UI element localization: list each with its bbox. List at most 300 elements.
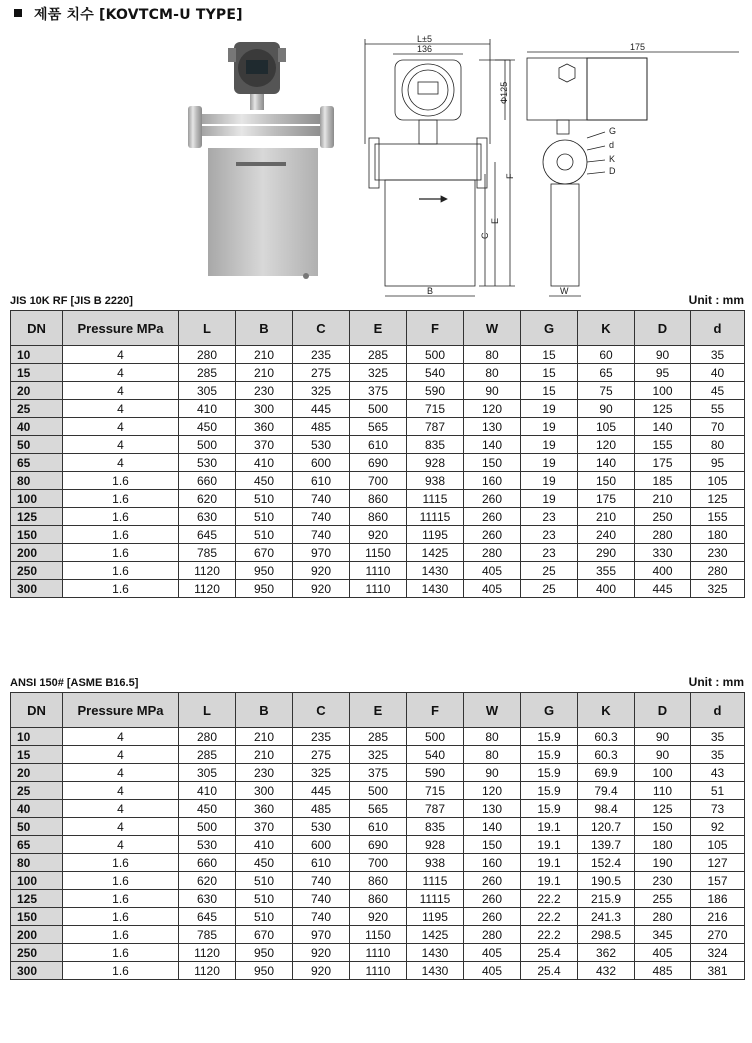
table-cell: 19.1 bbox=[521, 854, 578, 872]
table-cell: 51 bbox=[691, 782, 745, 800]
table-cell: 60.3 bbox=[578, 746, 635, 764]
table-cell: 500 bbox=[407, 728, 464, 746]
table-cell: 4 bbox=[63, 454, 179, 472]
page-title bbox=[14, 4, 243, 24]
table-row bbox=[11, 764, 745, 782]
table-cell: 445 bbox=[635, 580, 691, 598]
table-cell: 450 bbox=[236, 854, 293, 872]
table-cell: 400 bbox=[635, 562, 691, 580]
table-row bbox=[11, 580, 745, 598]
table-cell: 45 bbox=[691, 382, 745, 400]
table-cell: 565 bbox=[350, 418, 407, 436]
table-cell: 920 bbox=[293, 580, 350, 598]
table-cell: 80 bbox=[464, 364, 521, 382]
table-cell: 280 bbox=[464, 926, 521, 944]
table-cell: 90 bbox=[464, 382, 521, 400]
table-cell: 920 bbox=[293, 944, 350, 962]
table-cell: 15.9 bbox=[521, 746, 578, 764]
table-cell: 740 bbox=[293, 908, 350, 926]
table-cell: 255 bbox=[635, 890, 691, 908]
table-cell: 1.6 bbox=[63, 926, 179, 944]
table-cell: 19.1 bbox=[521, 818, 578, 836]
table-cell: 645 bbox=[179, 908, 236, 926]
table-cell: 120.7 bbox=[578, 818, 635, 836]
table-cell: 950 bbox=[236, 944, 293, 962]
table-cell: 1195 bbox=[407, 908, 464, 926]
table-cell: 100 bbox=[635, 382, 691, 400]
table-cell: 190 bbox=[635, 854, 691, 872]
table-cell: 530 bbox=[179, 836, 236, 854]
table-cell: 1.6 bbox=[63, 508, 179, 526]
table-cell: 260 bbox=[464, 508, 521, 526]
table-cell: 70 bbox=[691, 418, 745, 436]
table-cell: 22.2 bbox=[521, 890, 578, 908]
table-row bbox=[11, 436, 745, 454]
table-row bbox=[11, 962, 745, 980]
table-cell: 1110 bbox=[350, 562, 407, 580]
table-cell: 1120 bbox=[179, 562, 236, 580]
table-cell: 645 bbox=[179, 526, 236, 544]
column-header: DN bbox=[11, 693, 63, 728]
table-cell: 1.6 bbox=[63, 490, 179, 508]
table-cell: 22.2 bbox=[521, 908, 578, 926]
table-cell: 330 bbox=[635, 544, 691, 562]
table-cell: 540 bbox=[407, 364, 464, 382]
table-cell: 715 bbox=[407, 782, 464, 800]
table-row bbox=[11, 562, 745, 580]
table-cell: 620 bbox=[179, 872, 236, 890]
table-cell: 510 bbox=[236, 508, 293, 526]
table-cell: 80 bbox=[464, 346, 521, 364]
table-cell: 355 bbox=[578, 562, 635, 580]
table-cell: 210 bbox=[578, 508, 635, 526]
table-cell: 1430 bbox=[407, 944, 464, 962]
dn-cell: 40 bbox=[11, 800, 63, 818]
table-cell: 80 bbox=[464, 746, 521, 764]
table-cell: 450 bbox=[179, 800, 236, 818]
table-cell: 4 bbox=[63, 728, 179, 746]
dn-cell: 250 bbox=[11, 562, 63, 580]
table-cell: 60.3 bbox=[578, 728, 635, 746]
dn-cell: 20 bbox=[11, 764, 63, 782]
table-cell: 1115 bbox=[407, 872, 464, 890]
table-cell: 670 bbox=[236, 926, 293, 944]
table-cell: 155 bbox=[635, 436, 691, 454]
table-cell: 928 bbox=[407, 454, 464, 472]
table-row bbox=[11, 364, 745, 382]
table-cell: 928 bbox=[407, 836, 464, 854]
table-cell: 270 bbox=[691, 926, 745, 944]
table-cell: 4 bbox=[63, 382, 179, 400]
table-cell: 155 bbox=[691, 508, 745, 526]
table-cell: 90 bbox=[578, 400, 635, 418]
table-cell: 410 bbox=[236, 454, 293, 472]
table-cell: 241.3 bbox=[578, 908, 635, 926]
table-cell: 485 bbox=[293, 800, 350, 818]
table-cell: 25 bbox=[521, 562, 578, 580]
dn-cell: 100 bbox=[11, 872, 63, 890]
table-cell: 1.6 bbox=[63, 908, 179, 926]
column-header: Pressure MPa bbox=[63, 693, 179, 728]
table-cell: 140 bbox=[464, 818, 521, 836]
label-k: K bbox=[609, 154, 616, 164]
table-cell: 60 bbox=[578, 346, 635, 364]
table-cell: 540 bbox=[407, 746, 464, 764]
table-cell: 835 bbox=[407, 818, 464, 836]
table-cell: 432 bbox=[578, 962, 635, 980]
label-w: W bbox=[560, 286, 569, 296]
table-cell: 300 bbox=[236, 782, 293, 800]
table-cell: 300 bbox=[236, 400, 293, 418]
column-header: G bbox=[521, 311, 578, 346]
table-cell: 787 bbox=[407, 800, 464, 818]
column-header: G bbox=[521, 693, 578, 728]
column-header: D bbox=[635, 311, 691, 346]
dn-cell: 15 bbox=[11, 746, 63, 764]
table-cell: 210 bbox=[236, 746, 293, 764]
table-cell: 360 bbox=[236, 800, 293, 818]
table-cell: 325 bbox=[350, 746, 407, 764]
table-cell: 150 bbox=[635, 818, 691, 836]
table-cell: 1.6 bbox=[63, 872, 179, 890]
table-cell: 35 bbox=[691, 346, 745, 364]
table-cell: 600 bbox=[293, 454, 350, 472]
table-cell: 405 bbox=[464, 562, 521, 580]
table-cell: 19 bbox=[521, 400, 578, 418]
table-cell: 740 bbox=[293, 526, 350, 544]
table-cell: 180 bbox=[691, 526, 745, 544]
table-cell: 920 bbox=[350, 526, 407, 544]
table-cell: 250 bbox=[635, 508, 691, 526]
column-header: d bbox=[691, 693, 745, 728]
dn-cell: 300 bbox=[11, 962, 63, 980]
table-cell: 69.9 bbox=[578, 764, 635, 782]
table-cell: 1430 bbox=[407, 562, 464, 580]
table-cell: 80 bbox=[464, 728, 521, 746]
dn-cell: 300 bbox=[11, 580, 63, 598]
label-d-small: d bbox=[609, 140, 615, 150]
table-cell: 260 bbox=[464, 890, 521, 908]
table-cell: 210 bbox=[236, 364, 293, 382]
table-cell: 11115 bbox=[407, 890, 464, 908]
dn-cell: 150 bbox=[11, 908, 63, 926]
table-cell: 25.4 bbox=[521, 944, 578, 962]
table-row bbox=[11, 418, 745, 436]
table-cell: 1.6 bbox=[63, 472, 179, 490]
dn-cell: 125 bbox=[11, 508, 63, 526]
table-row bbox=[11, 818, 745, 836]
table-cell: 15 bbox=[521, 364, 578, 382]
table-cell: 216 bbox=[691, 908, 745, 926]
table-cell: 1120 bbox=[179, 944, 236, 962]
table-row bbox=[11, 926, 745, 944]
table-cell: 4 bbox=[63, 364, 179, 382]
table-cell: 860 bbox=[350, 872, 407, 890]
table-cell: 360 bbox=[236, 418, 293, 436]
table-cell: 345 bbox=[635, 926, 691, 944]
dn-cell: 200 bbox=[11, 926, 63, 944]
table-row bbox=[11, 836, 745, 854]
table-cell: 740 bbox=[293, 872, 350, 890]
table-cell: 15.9 bbox=[521, 800, 578, 818]
table-cell: 1.6 bbox=[63, 526, 179, 544]
column-header: F bbox=[407, 311, 464, 346]
table-cell: 285 bbox=[179, 746, 236, 764]
table-cell: 1.6 bbox=[63, 854, 179, 872]
table-cell: 19 bbox=[521, 490, 578, 508]
column-header: L bbox=[179, 693, 236, 728]
table-row bbox=[11, 890, 745, 908]
table-cell: 280 bbox=[179, 728, 236, 746]
table-cell: 140 bbox=[635, 418, 691, 436]
page-title-text: 제품 치수 [KOVTCM-U TYPE] bbox=[34, 7, 243, 23]
table-cell: 530 bbox=[293, 818, 350, 836]
table-cell: 610 bbox=[293, 472, 350, 490]
table-cell: 1430 bbox=[407, 580, 464, 598]
table-cell: 275 bbox=[293, 364, 350, 382]
table-cell: 970 bbox=[293, 544, 350, 562]
table-row bbox=[11, 746, 745, 764]
table-cell: 120 bbox=[464, 400, 521, 418]
column-header: E bbox=[350, 311, 407, 346]
label-g: G bbox=[609, 126, 617, 136]
table-cell: 740 bbox=[293, 890, 350, 908]
dn-cell: 80 bbox=[11, 472, 63, 490]
table-cell: 1150 bbox=[350, 544, 407, 562]
table-cell: 280 bbox=[464, 544, 521, 562]
table-row bbox=[11, 782, 745, 800]
table-cell: 785 bbox=[179, 544, 236, 562]
column-header: K bbox=[578, 311, 635, 346]
table-cell: 140 bbox=[578, 454, 635, 472]
column-header: K bbox=[578, 693, 635, 728]
table-cell: 4 bbox=[63, 800, 179, 818]
label-d-large: D bbox=[609, 166, 616, 176]
table-cell: 405 bbox=[464, 580, 521, 598]
dn-cell: 25 bbox=[11, 782, 63, 800]
table-cell: 125 bbox=[635, 400, 691, 418]
table-cell: 1195 bbox=[407, 526, 464, 544]
table-cell: 1110 bbox=[350, 580, 407, 598]
table-cell: 860 bbox=[350, 490, 407, 508]
table-cell: 590 bbox=[407, 764, 464, 782]
table-cell: 100 bbox=[635, 764, 691, 782]
column-header: d bbox=[691, 311, 745, 346]
table-row bbox=[11, 854, 745, 872]
column-header: W bbox=[464, 311, 521, 346]
table-cell: 1110 bbox=[350, 944, 407, 962]
table-cell: 4 bbox=[63, 782, 179, 800]
table-cell: 1.6 bbox=[63, 944, 179, 962]
dn-cell: 15 bbox=[11, 364, 63, 382]
table-cell: 260 bbox=[464, 908, 521, 926]
table-cell: 120 bbox=[578, 436, 635, 454]
table-cell: 40 bbox=[691, 364, 745, 382]
table-cell: 530 bbox=[179, 454, 236, 472]
table-cell: 630 bbox=[179, 890, 236, 908]
table-cell: 700 bbox=[350, 472, 407, 490]
table-cell: 280 bbox=[635, 908, 691, 926]
table-cell: 280 bbox=[179, 346, 236, 364]
table-cell: 23 bbox=[521, 544, 578, 562]
column-header: C bbox=[293, 311, 350, 346]
table-cell: 230 bbox=[691, 544, 745, 562]
table-cell: 175 bbox=[578, 490, 635, 508]
table-cell: 210 bbox=[236, 728, 293, 746]
table-cell: 740 bbox=[293, 490, 350, 508]
table-cell: 787 bbox=[407, 418, 464, 436]
table-cell: 325 bbox=[293, 382, 350, 400]
column-header: F bbox=[407, 693, 464, 728]
table-cell: 500 bbox=[179, 436, 236, 454]
dn-cell: 100 bbox=[11, 490, 63, 508]
table-cell: 375 bbox=[350, 764, 407, 782]
table-cell: 1425 bbox=[407, 926, 464, 944]
table-row bbox=[11, 346, 745, 364]
table-cell: 90 bbox=[464, 764, 521, 782]
table-cell: 938 bbox=[407, 854, 464, 872]
table-cell: 400 bbox=[578, 580, 635, 598]
table-row bbox=[11, 472, 745, 490]
table-cell: 150 bbox=[464, 454, 521, 472]
product-photo bbox=[186, 40, 336, 282]
table-header-row bbox=[11, 693, 745, 728]
table-cell: 485 bbox=[293, 418, 350, 436]
table-row bbox=[11, 800, 745, 818]
table-cell: 325 bbox=[293, 764, 350, 782]
table-cell: 500 bbox=[407, 346, 464, 364]
label-l-tolerance: L±5 bbox=[417, 34, 432, 44]
table-cell: 260 bbox=[464, 872, 521, 890]
table-cell: 80 bbox=[691, 436, 745, 454]
table-row bbox=[11, 908, 745, 926]
table-cell: 700 bbox=[350, 854, 407, 872]
column-header: D bbox=[635, 693, 691, 728]
table-cell: 190.5 bbox=[578, 872, 635, 890]
table-cell: 1110 bbox=[350, 962, 407, 980]
table-cell: 105 bbox=[578, 418, 635, 436]
table-cell: 510 bbox=[236, 908, 293, 926]
table-cell: 73 bbox=[691, 800, 745, 818]
table-cell: 375 bbox=[350, 382, 407, 400]
table-cell: 485 bbox=[635, 962, 691, 980]
table-cell: 324 bbox=[691, 944, 745, 962]
table-cell: 1.6 bbox=[63, 962, 179, 980]
table-cell: 690 bbox=[350, 836, 407, 854]
table-cell: 180 bbox=[635, 836, 691, 854]
table-cell: 4 bbox=[63, 764, 179, 782]
dn-cell: 50 bbox=[11, 818, 63, 836]
table-cell: 1.6 bbox=[63, 580, 179, 598]
table-cell: 1120 bbox=[179, 962, 236, 980]
table-cell: 260 bbox=[464, 526, 521, 544]
table-cell: 4 bbox=[63, 818, 179, 836]
table-row bbox=[11, 728, 745, 746]
label-c: C bbox=[480, 232, 490, 239]
label-phi125: Φ125 bbox=[499, 81, 509, 104]
table-cell: 970 bbox=[293, 926, 350, 944]
dn-cell: 150 bbox=[11, 526, 63, 544]
table-cell: 860 bbox=[350, 890, 407, 908]
table-cell: 835 bbox=[407, 436, 464, 454]
table-cell: 860 bbox=[350, 508, 407, 526]
table-cell: 405 bbox=[635, 944, 691, 962]
table-cell: 610 bbox=[350, 818, 407, 836]
table-cell: 410 bbox=[179, 782, 236, 800]
table-cell: 140 bbox=[464, 436, 521, 454]
column-header: W bbox=[464, 693, 521, 728]
table-cell: 305 bbox=[179, 382, 236, 400]
table-cell: 125 bbox=[635, 800, 691, 818]
table-cell: 610 bbox=[293, 854, 350, 872]
table-cell: 1430 bbox=[407, 962, 464, 980]
table-cell: 530 bbox=[293, 436, 350, 454]
table-cell: 410 bbox=[179, 400, 236, 418]
table-cell: 381 bbox=[691, 962, 745, 980]
table-cell: 210 bbox=[635, 490, 691, 508]
table-cell: 150 bbox=[578, 472, 635, 490]
column-header: DN bbox=[11, 311, 63, 346]
table-1-unit: Unit : mm bbox=[688, 293, 744, 307]
table-cell: 110 bbox=[635, 782, 691, 800]
table-cell: 79.4 bbox=[578, 782, 635, 800]
dn-cell: 25 bbox=[11, 400, 63, 418]
table-cell: 125 bbox=[691, 490, 745, 508]
table-cell: 4 bbox=[63, 746, 179, 764]
table-2-label: ANSI 150# [ASME B16.5] bbox=[10, 677, 139, 689]
table-cell: 715 bbox=[407, 400, 464, 418]
table-cell: 445 bbox=[293, 400, 350, 418]
table-cell: 620 bbox=[179, 490, 236, 508]
dn-cell: 250 bbox=[11, 944, 63, 962]
dimension-drawing bbox=[355, 34, 745, 304]
table-cell: 325 bbox=[691, 580, 745, 598]
table-cell: 290 bbox=[578, 544, 635, 562]
table-cell: 445 bbox=[293, 782, 350, 800]
table-cell: 15.9 bbox=[521, 764, 578, 782]
label-b: B bbox=[427, 286, 434, 296]
table-cell: 275 bbox=[293, 746, 350, 764]
table-cell: 185 bbox=[635, 472, 691, 490]
table-cell: 90 bbox=[635, 746, 691, 764]
table-cell: 92 bbox=[691, 818, 745, 836]
table-cell: 240 bbox=[578, 526, 635, 544]
dn-cell: 10 bbox=[11, 346, 63, 364]
table-cell: 285 bbox=[350, 728, 407, 746]
column-header: L bbox=[179, 311, 236, 346]
label-e: E bbox=[490, 217, 500, 224]
table-row bbox=[11, 872, 745, 890]
table-cell: 23 bbox=[521, 508, 578, 526]
dn-cell: 50 bbox=[11, 436, 63, 454]
table-cell: 305 bbox=[179, 764, 236, 782]
dn-cell: 125 bbox=[11, 890, 63, 908]
table-header-row bbox=[11, 311, 745, 346]
table-cell: 405 bbox=[464, 944, 521, 962]
table-row bbox=[11, 490, 745, 508]
table-cell: 950 bbox=[236, 562, 293, 580]
dn-cell: 20 bbox=[11, 382, 63, 400]
table-cell: 4 bbox=[63, 836, 179, 854]
table-cell: 55 bbox=[691, 400, 745, 418]
table-cell: 370 bbox=[236, 818, 293, 836]
table-cell: 500 bbox=[350, 400, 407, 418]
table-cell: 230 bbox=[236, 382, 293, 400]
table-cell: 565 bbox=[350, 800, 407, 818]
table-cell: 35 bbox=[691, 728, 745, 746]
dn-cell: 65 bbox=[11, 836, 63, 854]
table-cell: 105 bbox=[691, 836, 745, 854]
